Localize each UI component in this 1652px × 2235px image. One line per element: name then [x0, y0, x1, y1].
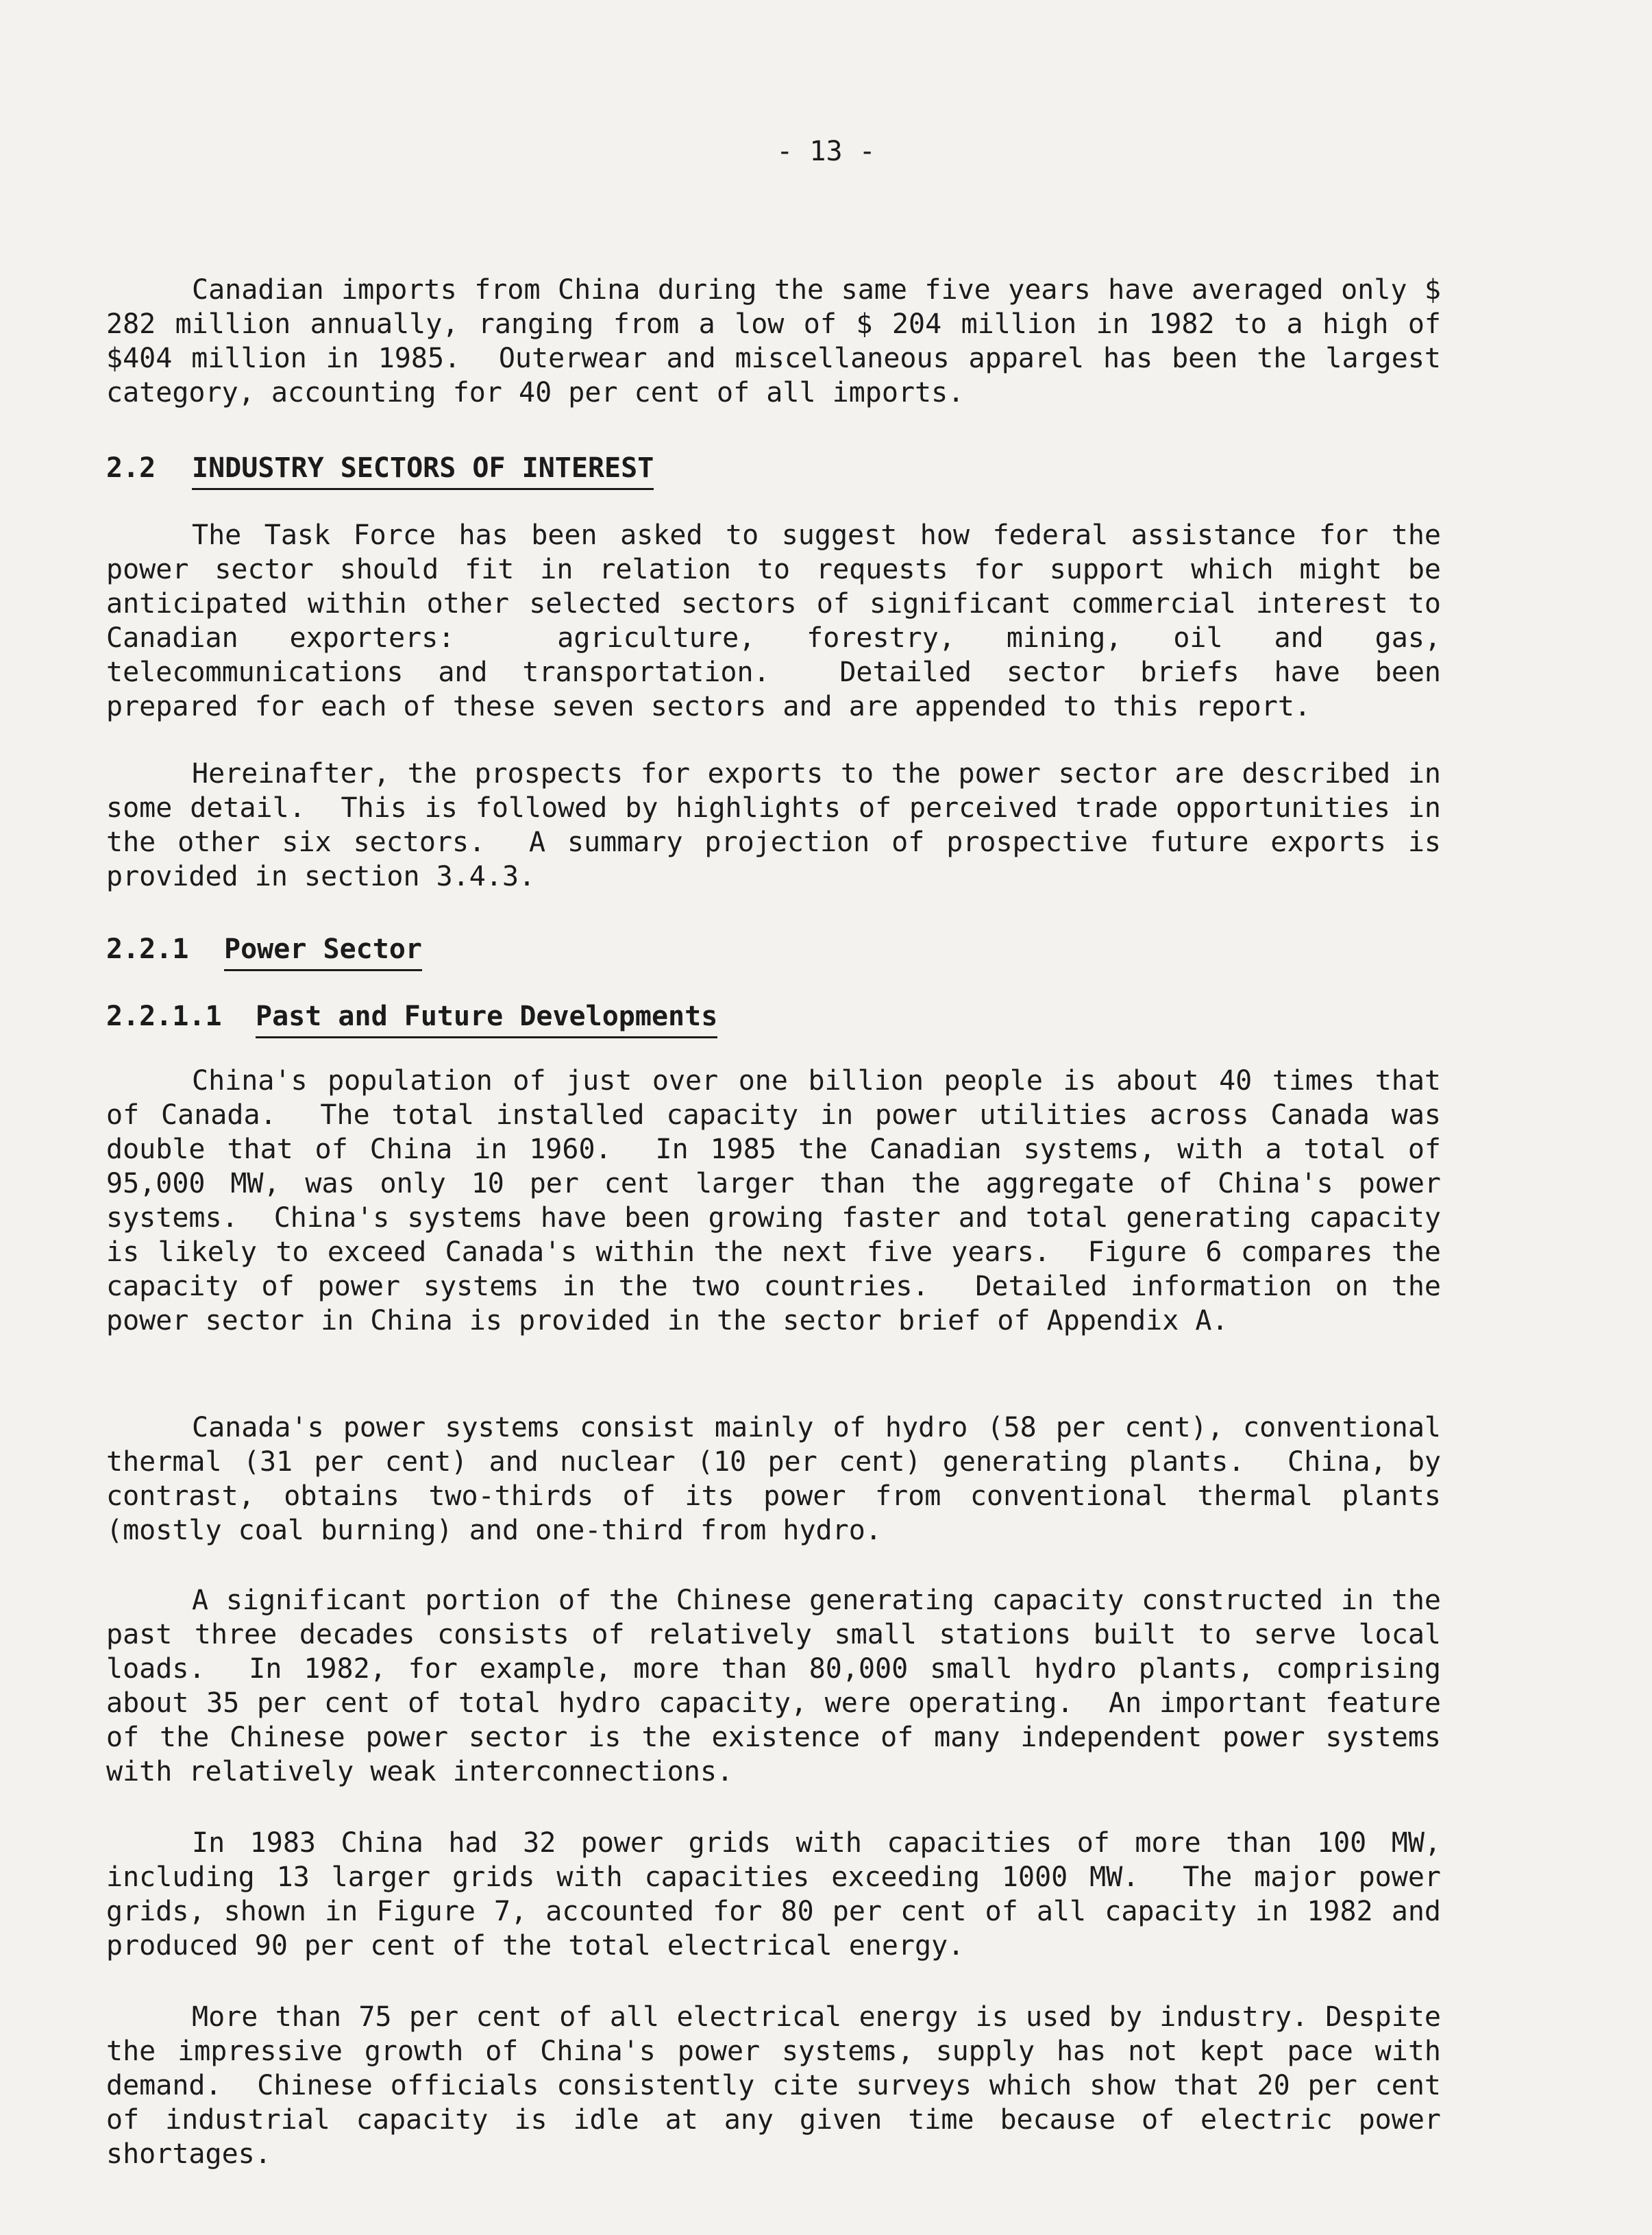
section-title: Past and Future Developments — [256, 1001, 717, 1038]
paragraph-task-force — [106, 518, 1458, 724]
paragraph-text: Hereinafter, the prospects for exports to the power sector are described in some detail. This is followed by highlights of perceived trade opportunities in the other six sectors. A summary projection of prospective future exports is provided in section 3.4.3. — [106, 758, 1458, 892]
paragraph-text: A significant portion of the Chinese generating capacity constructed in the past three decades consists of relatively small stations built to serve local loads. In 1982, for example, more than 80,000 small hydro plants, comprising about 35 per cent of total hydro capacity, were operating. An important feature of the Chinese power sector is the existence of many independent power systems with relatively weak interconnections. — [106, 1585, 1458, 1787]
paragraph-text: In 1983 China had 32 power grids with capacities of more than 100 MW, including 13 larger grids with capacities exceeding 1000 MW. The major power grids, shown in Figure 7, accounted for 80 per cent of all capacity in 1982 and produced 90 per cent of the total electrical energy. — [106, 1827, 1458, 1962]
paragraph-text: More than 75 per cent of all electrical energy is used by industry. Despite the impressive growth of China's power systems, supply has not kept pace with demand. Chinese officials consistently cite surveys which show that 20 per cent of industrial capacity is idle at any given time because of electric power shortages. — [106, 2001, 1458, 2170]
paragraph-imports — [106, 273, 1458, 410]
paragraph-generating-capacity — [106, 1583, 1458, 1789]
section-heading-2-2-1-1 — [106, 999, 718, 1034]
section-number: 2.2.1.1 — [106, 1001, 222, 1032]
paragraph-power-grids — [106, 1826, 1458, 1963]
paragraph-text: The Task Force has been asked to suggest how federal assistance for the power sector should fit in relation to requests for support which might be anticipated within other selected sectors of significant commercial interest to Canadian exporters: agriculture, forestry, mining, oil and gas, telecommunications and transportation. Detailed sector briefs have been prepared for each of these seven sectors and are appended to this report. — [106, 520, 1458, 722]
section-title: Power Sector — [224, 933, 422, 971]
paragraph-power-systems — [106, 1410, 1458, 1548]
paragraph-hereinafter — [106, 757, 1458, 894]
paragraph-population — [106, 1064, 1458, 1338]
paragraph-text: China's population of just over one billion people is about 40 times that of Canada. The total installed capacity in power utilities across Canada was double that of China in 1960. In 1985 the Canadian systems, with a total of 95,000 MW, was only 10 per cent larger than the aggregate of China's power systems. China's systems have been growing faster and total generating capacity is likely to exceed Canada's within the next five years. Figure 6 compares the capacity of power systems in the two countries. Detailed information on the power sector in China is provided in the sector brief of Appendix A. — [106, 1065, 1458, 1336]
section-heading-2-2 — [106, 451, 654, 485]
paragraph-text: Canada's power systems consist mainly of hydro (58 per cent), conventional thermal (31 per cent) and nuclear (10 per cent) generating plants. China, by contrast, obtains two-thirds of its power from conventional thermal plants (mostly coal burning) and one-third from hydro. — [106, 1412, 1458, 1546]
page-number: - 13 - — [776, 136, 876, 167]
section-number: 2.2 — [106, 452, 156, 484]
section-number: 2.2.1 — [106, 933, 189, 965]
paragraph-text: Canadian imports from China during the same five years have averaged only $ 282 million annually, ranging from a low of $ 204 million in 1982 to a high of $404 million in 1985. Outerwear and miscellaneous apparel has been the largest category, accounting for 40 per cent of all imports. — [106, 274, 1458, 408]
section-title: INDUSTRY SECTORS OF INTEREST — [192, 452, 654, 490]
section-heading-2-2-1 — [106, 932, 422, 966]
paragraph-industry-use — [106, 2000, 1458, 2171]
